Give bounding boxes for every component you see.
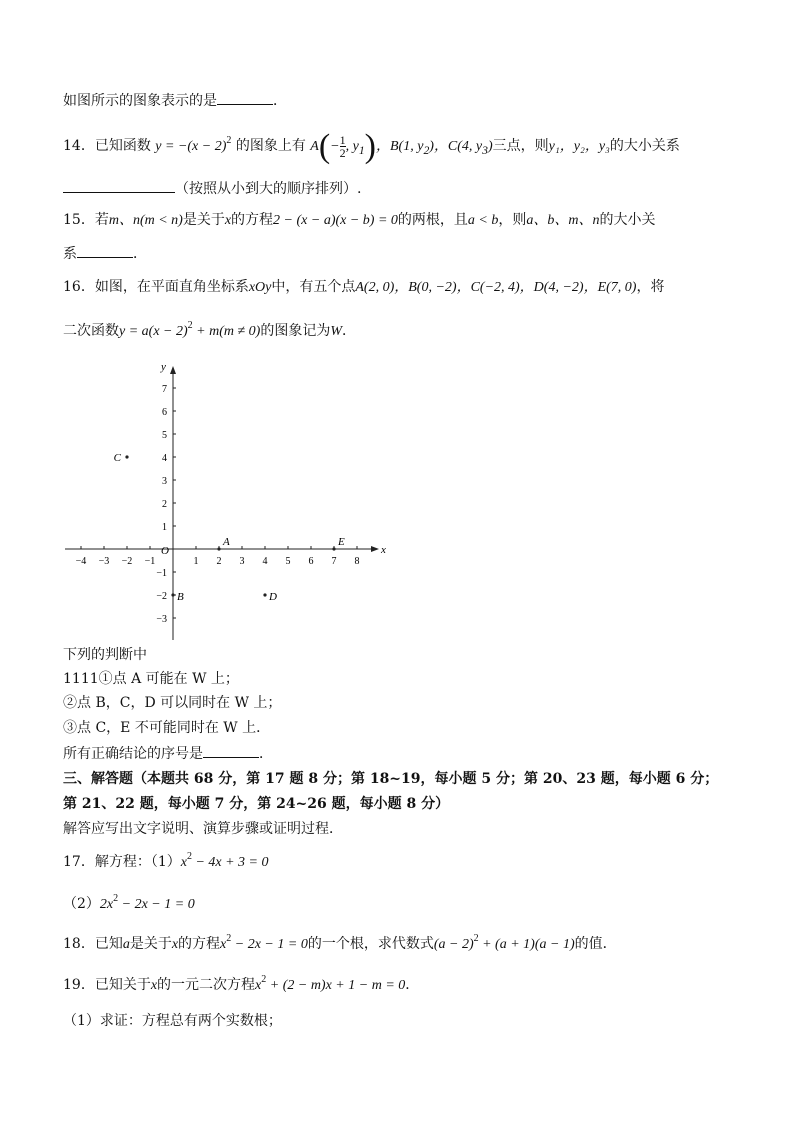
frac-num: 1: [339, 133, 346, 148]
q14-tail2: 的大小关系: [609, 138, 680, 154]
y-tick-label: 5: [162, 430, 167, 441]
q17-eq2-rest: − 2x − 1 = 0: [118, 897, 195, 912]
x-tick-label: 6: [308, 556, 314, 567]
q14-point-a: A(− $\frac{1}{2}$ , $y_1$): [310, 127, 376, 165]
question-17: [63, 853, 269, 873]
question-18: [63, 935, 617, 955]
q18-b: 是关于: [129, 936, 172, 952]
y-axis-label: y: [161, 361, 166, 373]
q13-text: 如图所示的图象表示的是: [63, 93, 217, 109]
q15-cond: a < b: [467, 213, 499, 228]
question-15: [63, 211, 656, 230]
point-c-end: ): [487, 139, 493, 154]
q17-eq2-exp: 2: [113, 893, 119, 904]
q19-part1: （1）求证：方程总有两个实数根；: [63, 1013, 282, 1029]
q14-ys: y₁，y₂，y₃: [548, 139, 610, 154]
q18-a: 18．已知: [63, 936, 123, 952]
point-label-d: D: [269, 591, 277, 603]
point-c-sub: 3: [482, 143, 488, 157]
question-14: [63, 128, 680, 169]
q18-var: a: [122, 937, 130, 952]
x-tick-label: 8: [354, 556, 360, 567]
point-a-rest: , y: [345, 139, 359, 154]
point-a: [217, 547, 220, 550]
answer-blank: [203, 745, 259, 758]
point-b: ，B(1, y: [376, 139, 424, 154]
q18-eq-exp: 2: [226, 933, 232, 944]
q18-expr-rest: + (a + 1)(a − 1): [478, 937, 575, 952]
q14-point-c: [433, 139, 493, 157]
q18-e: 的值．: [574, 936, 617, 952]
coordinate-plane: [60, 350, 400, 640]
x-axis-label: x: [381, 544, 386, 556]
y-tick-label: −3: [156, 614, 167, 625]
answer-blank: [77, 245, 133, 258]
q16-function: [119, 320, 261, 339]
q17-eq2-x: 2x: [99, 897, 114, 912]
q19-eq: [255, 974, 406, 993]
question-16: [63, 278, 664, 297]
y-axis-arrow: [170, 366, 176, 374]
q17-eq2: [99, 893, 195, 912]
x-tick-label: 7: [331, 556, 337, 567]
q18-expr: [433, 933, 575, 952]
point-a-label: A: [310, 139, 319, 154]
q16-b: 中，有五个点: [271, 279, 356, 295]
q19-x: x: [150, 978, 158, 993]
q18-eq: [220, 933, 308, 952]
y-tick-label: −1: [156, 568, 167, 579]
x-tick-label: −1: [144, 556, 156, 567]
q17-eq1-exp: 2: [186, 851, 192, 862]
y-tick-label: 7: [162, 384, 167, 395]
q16-sys: xOy: [248, 280, 272, 295]
q14-number: 14．已知函数: [63, 138, 151, 154]
q17-b: （2）: [63, 896, 100, 912]
q18-d: 的一个根，求代数式: [307, 936, 434, 952]
x-tick-label: 2: [216, 556, 222, 567]
q14-line2: （按照从小到大的顺序排列）.: [175, 181, 362, 197]
x-tick-label: 5: [285, 556, 291, 567]
q18-eq-x: x: [220, 937, 227, 952]
y-tick-label: −2: [156, 591, 167, 602]
question-19: [63, 976, 419, 996]
point-b-end: ): [429, 139, 434, 154]
question-14-line2: [63, 180, 361, 198]
x-tick-label: −4: [75, 556, 87, 567]
q16-line2-b: 的图象记为: [260, 323, 331, 339]
q15-x: x: [224, 213, 232, 228]
q15-a: 15．若: [63, 212, 109, 228]
q15-e: ，则: [498, 212, 527, 228]
point-c: [125, 455, 128, 458]
q15-d: 的两根，且: [397, 212, 468, 228]
question-13-tail: 如图所示的图象表示的是 ．: [63, 93, 287, 109]
question-17-part2: [63, 895, 195, 915]
q15-m: m、n(m < n): [108, 213, 183, 228]
q18-c: 的方程: [178, 936, 221, 952]
section-3-title-1: 三、解答题（本题共 68 分，第 17 题 8 分；第 18~19，每小题 5 分；第 20、23 题，每小题 6 分；: [63, 771, 719, 787]
point-label-a: A: [223, 536, 230, 548]
point-label-b: B: [177, 591, 184, 603]
point-label-e: E: [338, 536, 345, 548]
section-3-note: 解答应写出文字说明、演算步骤或证明过程．: [63, 821, 343, 837]
q15-b: 是关于: [182, 212, 225, 228]
q16-line2-a: 二次函数: [63, 323, 119, 339]
q14-func-text: y = −(x − 2): [155, 139, 227, 154]
frac-den: 2: [339, 146, 346, 161]
point-b: [171, 593, 174, 596]
q15-f: 的大小关: [599, 212, 656, 228]
point-d: [263, 593, 266, 596]
x-axis-arrow: [371, 546, 379, 552]
q17-eq1-x: x: [180, 855, 187, 870]
q18-expr-a: (a − 2): [433, 937, 474, 952]
origin-label: O: [161, 545, 169, 557]
q19-eq-rest: + (2 − m)x + 1 − m = 0: [266, 978, 406, 993]
x-tick-label: 4: [262, 556, 268, 567]
q19-eq-exp: 2: [261, 974, 267, 985]
y-tick-label: 1: [162, 522, 167, 533]
q16-item1: 1111①点 A 可能在 W 上；: [63, 671, 239, 687]
q14-exp: 2: [226, 135, 232, 146]
point-c: ，C(4, y: [433, 139, 483, 154]
point-b-sub: 2: [423, 143, 430, 157]
point-label-c: C: [113, 452, 121, 464]
question-15-line2: 系 ．: [63, 246, 147, 262]
point-a-sub: 1: [358, 143, 365, 157]
q16-c: ，将: [636, 279, 665, 295]
q14-function: [155, 135, 232, 154]
q15-c: 的方程: [231, 212, 274, 228]
q18-x: x: [171, 937, 179, 952]
q18-eq-rest: − 2x − 1 = 0: [231, 937, 308, 952]
q19-c: ．: [405, 977, 420, 993]
y-tick-label: 4: [162, 453, 167, 464]
y-tick-label: 6: [162, 407, 167, 418]
y-tick-label: 2: [162, 499, 167, 510]
q16-judge: 下列的判断中: [63, 647, 147, 663]
x-tick-label: −3: [98, 556, 110, 567]
x-tick-label: 1: [193, 556, 199, 567]
q16-item2: ②点 B，C，D 可以同时在 W 上；: [63, 695, 282, 711]
section-3-title-2: 第 21、22 题，每小题 7 分，第 24~26 题，每小题 8 分）: [63, 796, 450, 812]
q14-tail: 三点，则: [492, 138, 549, 154]
answer-blank: [63, 180, 175, 193]
q16-item3: ③点 C，E 不可能同时在 W 上．: [63, 720, 271, 736]
answer-blank: [217, 92, 273, 105]
q16-answer: 所有正确结论的序号是 ．: [63, 746, 273, 762]
q16-func-rest: + m(m ≠ 0): [192, 324, 261, 339]
point-e: [332, 547, 335, 550]
q19-a: 19．已知关于: [63, 977, 151, 993]
q16-exp: 2: [187, 320, 193, 331]
x-tick-label: 3: [239, 556, 245, 567]
q18-expr-exp: 2: [473, 933, 479, 944]
q16-end: ．: [342, 323, 357, 339]
question-16-line2: [63, 322, 356, 342]
q16-points: A(2, 0)，B(0, −2)，C(−2, 4)，D(4, −2)，E(7, 0): [355, 280, 637, 295]
q19-b: 的一元二次方程: [157, 977, 256, 993]
q17-eq1: [180, 851, 269, 870]
y-tick-label: 3: [162, 476, 167, 487]
q15-vars: a、b、m、n: [526, 213, 600, 228]
q16-func: y = a(x − 2): [119, 324, 188, 339]
q14-mid: 的图象上有: [235, 138, 306, 154]
q14-point-b: [376, 139, 434, 157]
x-tick-label: −2: [121, 556, 133, 567]
q16-a: 16．如图，在平面直角坐标系: [63, 279, 249, 295]
q17-a: 17．解方程：（1）: [63, 854, 181, 870]
q19-eq-x: x: [255, 978, 262, 993]
q15-eq: 2 − (x − a)(x − b) = 0: [273, 213, 398, 228]
q17-eq1-rest: − 4x + 3 = 0: [191, 855, 269, 870]
q15-line2: 系: [63, 246, 77, 262]
q16-w: W: [330, 324, 343, 339]
q16-answer-text: 所有正确结论的序号是: [63, 746, 203, 762]
